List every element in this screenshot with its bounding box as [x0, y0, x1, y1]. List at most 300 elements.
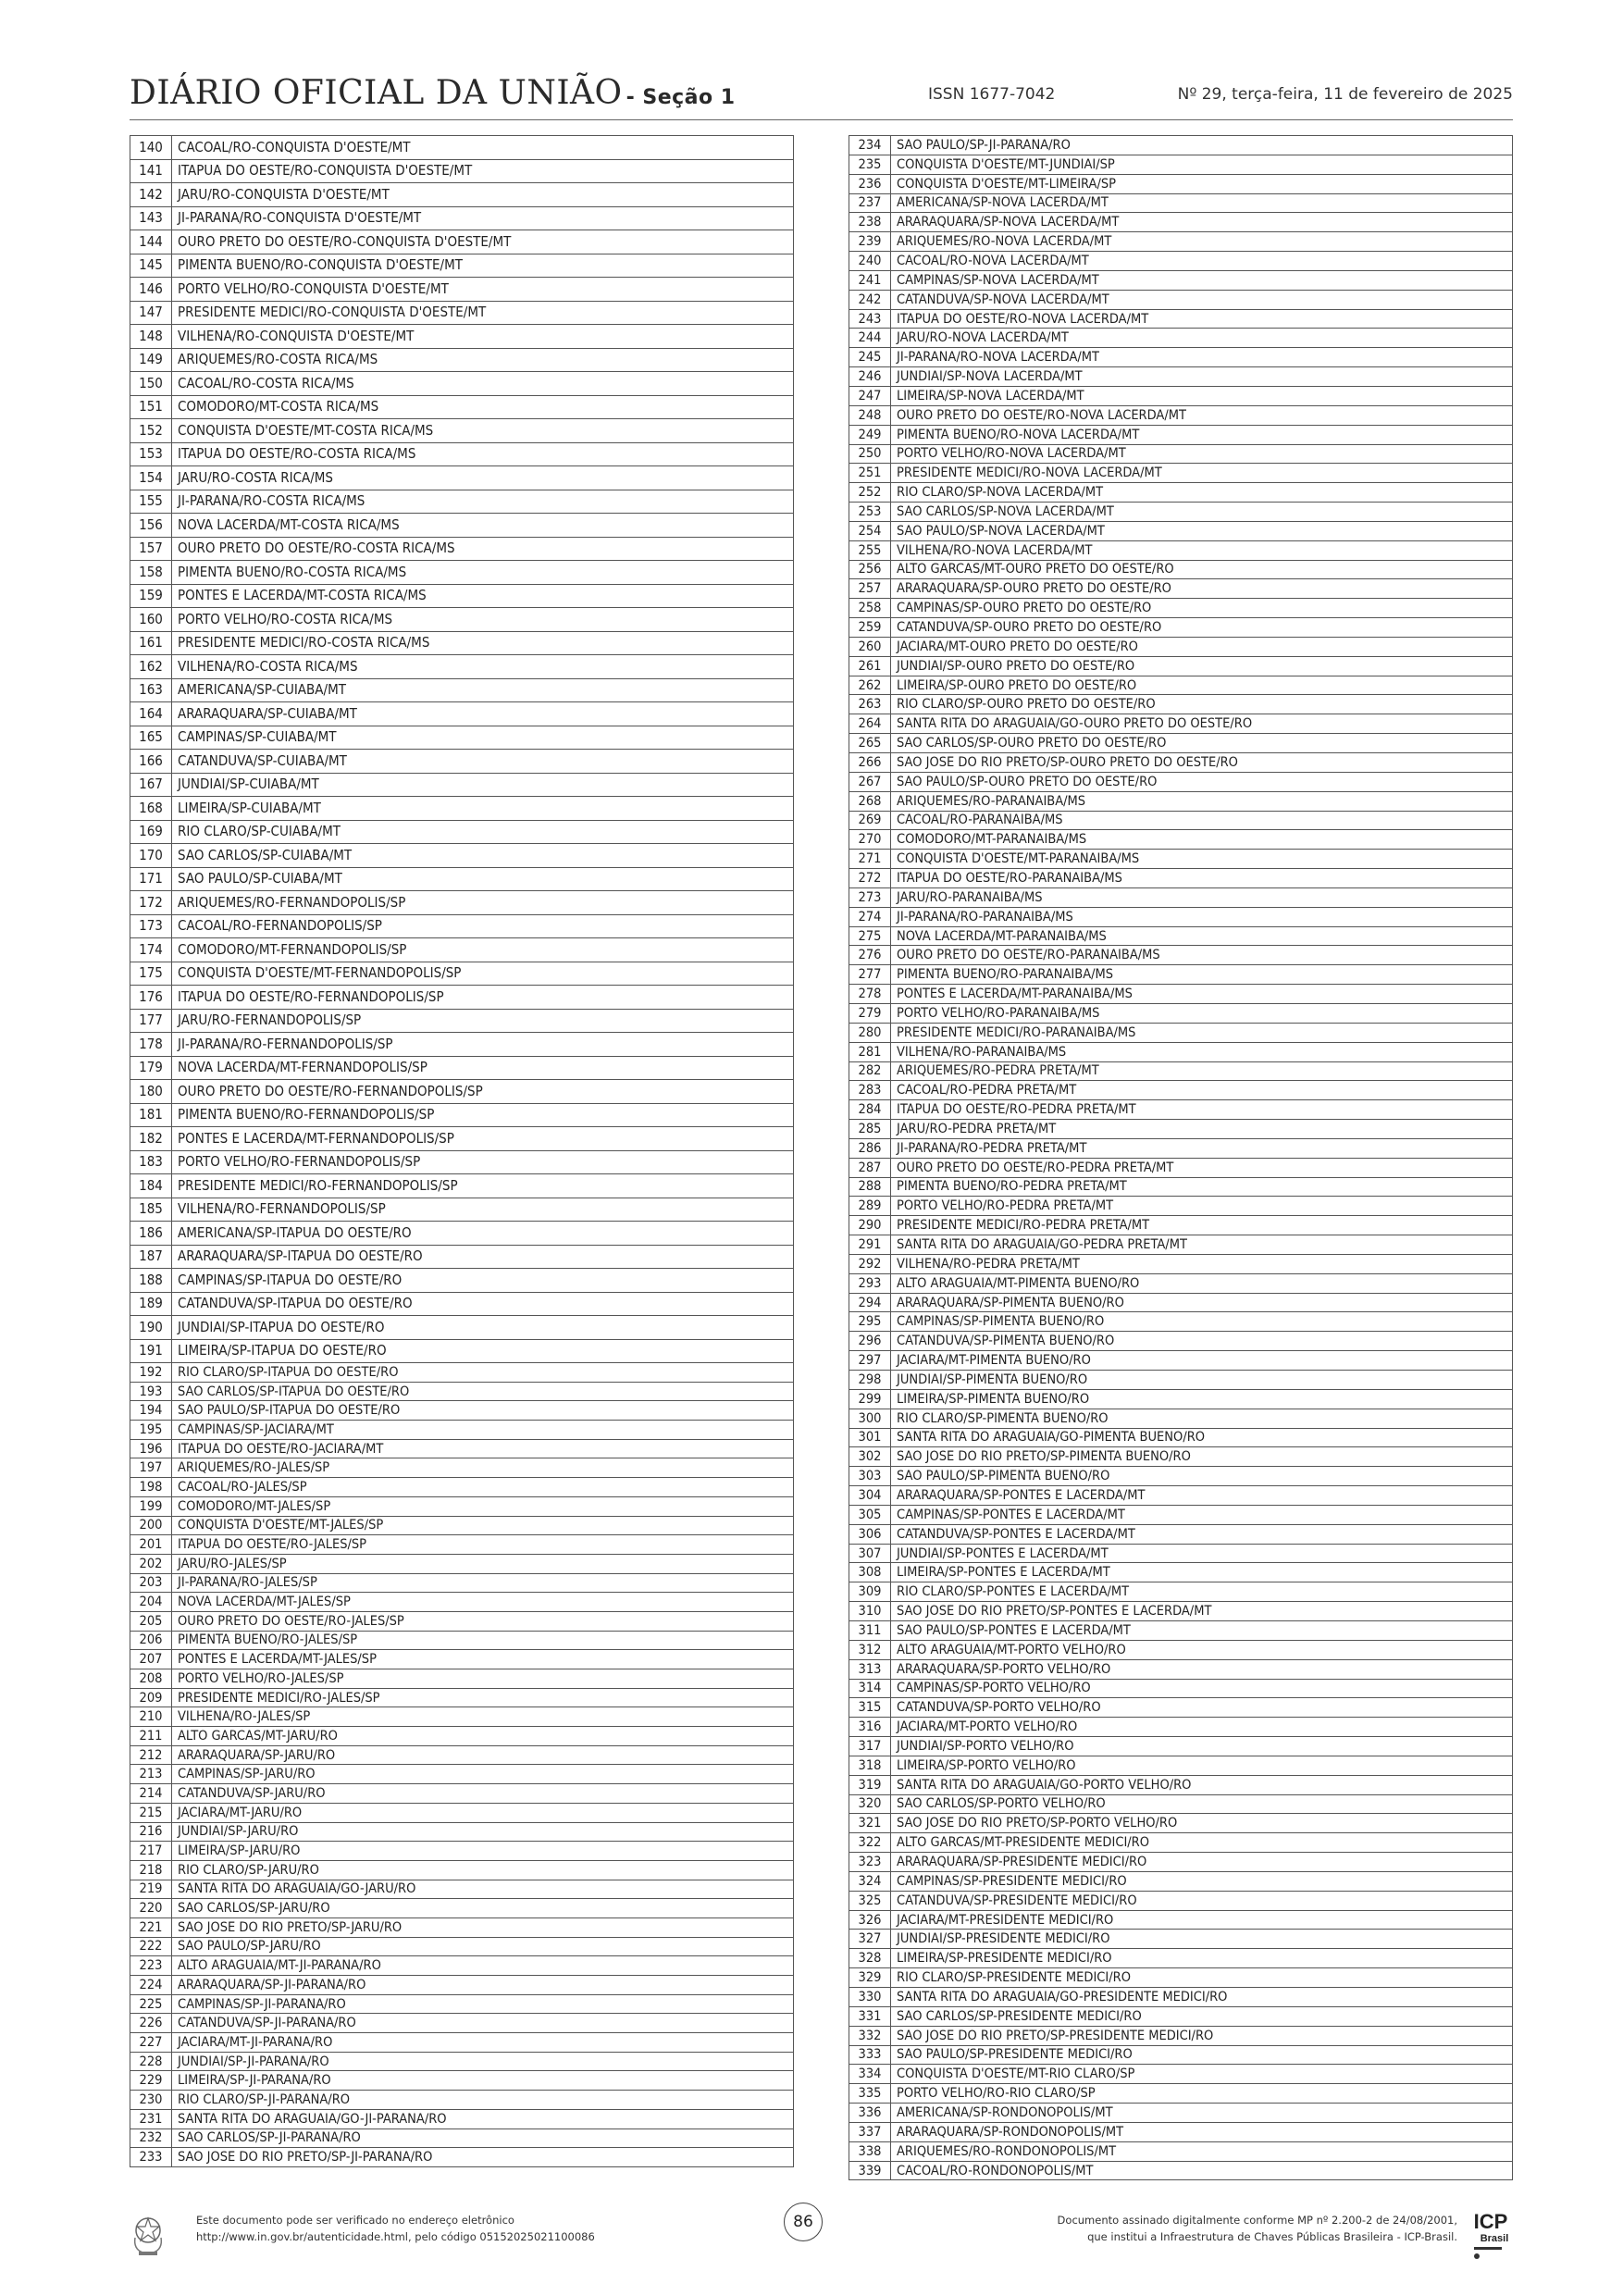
route-name: PIMENTA BUENO/RO-FERNANDOPOLIS/SP — [172, 1103, 794, 1127]
table-row — [849, 464, 1513, 483]
row-number: 177 — [130, 1009, 172, 1033]
route-name: JI-PARANA/RO-CONQUISTA D'OESTE/MT — [172, 206, 794, 230]
row-number: 167 — [130, 773, 172, 797]
row-number: 265 — [849, 734, 891, 753]
row-number: 213 — [130, 1765, 172, 1784]
row-number: 258 — [849, 599, 891, 618]
row-number: 323 — [849, 1853, 891, 1872]
row-number: 175 — [130, 962, 172, 986]
table-row — [849, 1254, 1513, 1273]
table-row — [130, 1363, 794, 1383]
table-row — [130, 1765, 794, 1784]
table-row — [130, 537, 794, 561]
row-number: 318 — [849, 1756, 891, 1775]
row-number: 184 — [130, 1174, 172, 1198]
route-name: JACIARA/MT-PORTO VELHO/RO — [891, 1718, 1513, 1737]
table-row — [849, 155, 1513, 174]
table-row — [130, 750, 794, 774]
table-row — [130, 1150, 794, 1174]
table-row — [130, 490, 794, 514]
row-number: 261 — [849, 656, 891, 676]
table-row — [849, 1447, 1513, 1467]
table-row — [130, 1784, 794, 1804]
route-name: CONQUISTA D'OESTE/MT-JALES/SP — [172, 1516, 794, 1535]
table-row — [849, 213, 1513, 232]
route-name: JARU/RO-PEDRA PRETA/MT — [891, 1120, 1513, 1139]
row-number: 173 — [130, 914, 172, 938]
table-row — [849, 1756, 1513, 1775]
table-row — [130, 395, 794, 419]
publication-title: DIÁRIO OFICIAL DA UNIÃO - Seção 1 — [130, 74, 736, 112]
route-name: PORTO VELHO/RO-NOVA LACERDA/MT — [891, 444, 1513, 464]
table-row — [130, 1803, 794, 1822]
route-name: ARIQUEMES/RO-PARANAIBA/MS — [891, 791, 1513, 811]
table-row — [130, 1103, 794, 1127]
route-name: ARARAQUARA/SP-OURO PRETO DO OESTE/RO — [891, 579, 1513, 599]
route-name: CAMPINAS/SP-PRESIDENTE MEDICI/RO — [891, 1871, 1513, 1891]
table-row — [130, 561, 794, 585]
row-number: 193 — [130, 1382, 172, 1401]
table-row — [130, 159, 794, 183]
table-row — [849, 1930, 1513, 1949]
route-name: CAMPINAS/SP-NOVA LACERDA/MT — [891, 270, 1513, 290]
table-row — [849, 2065, 1513, 2084]
row-number: 308 — [849, 1563, 891, 1582]
row-number: 168 — [130, 797, 172, 821]
table-row — [130, 938, 794, 962]
row-number: 312 — [849, 1640, 891, 1659]
row-number: 172 — [130, 891, 172, 915]
row-number: 159 — [130, 584, 172, 608]
table-row — [849, 1120, 1513, 1139]
table-row — [130, 301, 794, 325]
row-number: 253 — [849, 503, 891, 522]
route-name: SAO CARLOS/SP-JARU/RO — [172, 1899, 794, 1918]
row-number: 300 — [849, 1409, 891, 1428]
row-number: 240 — [849, 252, 891, 271]
route-name: PORTO VELHO/RO-CONQUISTA D'OESTE/MT — [172, 278, 794, 302]
row-number: 153 — [130, 442, 172, 466]
table-row — [130, 1292, 794, 1316]
row-number: 248 — [849, 405, 891, 425]
table-row — [130, 348, 794, 372]
row-number: 224 — [130, 1976, 172, 1995]
route-name: PORTO VELHO/RO-RIO CLARO/SP — [891, 2084, 1513, 2104]
row-number: 183 — [130, 1150, 172, 1174]
table-row — [130, 702, 794, 726]
table-row — [130, 1956, 794, 1976]
table-row — [849, 1814, 1513, 1833]
route-name: OURO PRETO DO OESTE/RO-COSTA RICA/MS — [172, 537, 794, 561]
table-row — [849, 1602, 1513, 1621]
row-number: 271 — [849, 850, 891, 869]
table-row — [849, 1486, 1513, 1506]
table-row — [849, 1177, 1513, 1197]
table-row — [130, 372, 794, 396]
table-row — [849, 348, 1513, 367]
row-number: 185 — [130, 1198, 172, 1222]
route-name: JARU/RO-NOVA LACERDA/MT — [891, 329, 1513, 348]
row-number: 286 — [849, 1138, 891, 1158]
route-name: PRESIDENTE MEDICI/RO-FERNANDOPOLIS/SP — [172, 1174, 794, 1198]
row-number: 207 — [130, 1650, 172, 1669]
route-name: ARARAQUARA/SP-JI-PARANA/RO — [172, 1976, 794, 1995]
route-name: CAMPINAS/SP-PIMENTA BUENO/RO — [891, 1312, 1513, 1332]
route-name: OURO PRETO DO OESTE/RO-FERNANDOPOLIS/SP — [172, 1080, 794, 1104]
route-name: RIO CLARO/SP-ITAPUA DO OESTE/RO — [172, 1363, 794, 1383]
route-name: SAO PAULO/SP-ITAPUA DO OESTE/RO — [172, 1401, 794, 1421]
row-number: 203 — [130, 1573, 172, 1593]
route-name: CACOAL/RO-RONDONOPOLIS/MT — [891, 2161, 1513, 2180]
table-row — [130, 1745, 794, 1765]
row-number: 227 — [130, 2033, 172, 2053]
route-name: CACOAL/RO-PARANAIBA/MS — [891, 811, 1513, 830]
route-name: CACOAL/RO-NOVA LACERDA/MT — [891, 252, 1513, 271]
section-label: - Seção 1 — [626, 86, 736, 109]
route-name: CONQUISTA D'OESTE/MT-JUNDIAI/SP — [891, 155, 1513, 174]
row-number: 310 — [849, 1602, 891, 1621]
row-number: 243 — [849, 309, 891, 329]
table-row — [849, 1409, 1513, 1428]
table-row — [130, 2091, 794, 2110]
route-name: SAO PAULO/SP-OURO PRETO DO OESTE/RO — [891, 772, 1513, 791]
route-table-left — [130, 135, 794, 2167]
route-name: ALTO ARAGUAIA/MT-JI-PARANA/RO — [172, 1956, 794, 1976]
row-number: 252 — [849, 483, 891, 503]
row-number: 260 — [849, 637, 891, 656]
route-name: ITAPUA DO OESTE/RO-NOVA LACERDA/MT — [891, 309, 1513, 329]
route-name: ALTO GARCAS/MT-JARU/RO — [172, 1727, 794, 1746]
route-name: JI-PARANA/RO-FERNANDOPOLIS/SP — [172, 1033, 794, 1057]
route-name: JI-PARANA/RO-JALES/SP — [172, 1573, 794, 1593]
route-name: CACOAL/RO-COSTA RICA/MS — [172, 372, 794, 396]
page-footer — [130, 2203, 1513, 2267]
table-row — [130, 1707, 794, 1727]
route-name: VILHENA/RO-COSTA RICA/MS — [172, 655, 794, 679]
route-name: ARIQUEMES/RO-RONDONOPOLIS/MT — [891, 2141, 1513, 2161]
row-number: 154 — [130, 466, 172, 490]
route-name: VILHENA/RO-PARANAIBA/MS — [891, 1042, 1513, 1061]
table-row — [849, 232, 1513, 252]
row-number: 339 — [849, 2161, 891, 2180]
row-number: 217 — [130, 1842, 172, 1861]
route-name: RIO CLARO/SP-JI-PARANA/RO — [172, 2091, 794, 2110]
route-name: CATANDUVA/SP-PIMENTA BUENO/RO — [891, 1332, 1513, 1351]
table-row — [849, 1620, 1513, 1640]
row-number: 221 — [130, 1917, 172, 1937]
table-row — [849, 985, 1513, 1004]
row-number: 206 — [130, 1631, 172, 1650]
row-number: 307 — [849, 1544, 891, 1563]
route-name: SAO JOSE DO RIO PRETO/SP-PRESIDENTE MEDICI/RO — [891, 2026, 1513, 2045]
table-row — [130, 1611, 794, 1631]
route-name: COMODORO/MT-FERNANDOPOLIS/SP — [172, 938, 794, 962]
table-row — [130, 2071, 794, 2091]
route-name: ARARAQUARA/SP-RONDONOPOLIS/MT — [891, 2122, 1513, 2141]
route-name: PIMENTA BUENO/RO-COSTA RICA/MS — [172, 561, 794, 585]
row-number: 257 — [849, 579, 891, 599]
table-row — [130, 1573, 794, 1593]
row-number: 268 — [849, 791, 891, 811]
row-number: 250 — [849, 444, 891, 464]
table-row — [849, 1351, 1513, 1371]
row-number: 181 — [130, 1103, 172, 1127]
table-row — [849, 1659, 1513, 1679]
route-name: CACOAL/RO-CONQUISTA D'OESTE/MT — [172, 136, 794, 160]
row-number: 275 — [849, 926, 891, 946]
route-name: ITAPUA DO OESTE/RO-COSTA RICA/MS — [172, 442, 794, 466]
route-name: CONQUISTA D'OESTE/MT-FERNANDOPOLIS/SP — [172, 962, 794, 986]
route-name: SANTA RITA DO ARAGUAIA/GO-PRESIDENTE MEDICI/RO — [891, 1988, 1513, 2007]
route-name: CAMPINAS/SP-OURO PRETO DO OESTE/RO — [891, 599, 1513, 618]
row-number: 332 — [849, 2026, 891, 2045]
table-row — [849, 1216, 1513, 1235]
row-number: 230 — [130, 2091, 172, 2110]
route-name: JUNDIAI/SP-CUIABA/MT — [172, 773, 794, 797]
row-number: 282 — [849, 1061, 891, 1081]
row-number: 279 — [849, 1003, 891, 1023]
row-number: 247 — [849, 386, 891, 405]
route-name: JI-PARANA/RO-PARANAIBA/MS — [891, 907, 1513, 926]
route-name: ARARAQUARA/SP-CUIABA/MT — [172, 702, 794, 726]
route-name: CAMPINAS/SP-PORTO VELHO/RO — [891, 1679, 1513, 1698]
table-row — [849, 252, 1513, 271]
row-number: 246 — [849, 367, 891, 387]
table-row — [130, 136, 794, 160]
row-number: 241 — [849, 270, 891, 290]
route-name: ITAPUA DO OESTE/RO-JACIARA/MT — [172, 1439, 794, 1458]
row-number: 327 — [849, 1930, 891, 1949]
table-row — [849, 1582, 1513, 1602]
table-row — [849, 946, 1513, 965]
row-number: 272 — [849, 869, 891, 888]
route-name: RIO CLARO/SP-PIMENTA BUENO/RO — [891, 1409, 1513, 1428]
table-row — [849, 791, 1513, 811]
row-number: 249 — [849, 425, 891, 444]
row-number: 262 — [849, 676, 891, 695]
route-name: SAO PAULO/SP-NOVA LACERDA/MT — [891, 521, 1513, 540]
table-row — [849, 599, 1513, 618]
table-row — [849, 2122, 1513, 2141]
row-number: 297 — [849, 1351, 891, 1371]
row-number: 157 — [130, 537, 172, 561]
row-number: 309 — [849, 1582, 891, 1602]
route-name: CATANDUVA/SP-NOVA LACERDA/MT — [891, 290, 1513, 309]
route-name: ALTO GARCAS/MT-OURO PRETO DO OESTE/RO — [891, 560, 1513, 579]
table-row — [849, 830, 1513, 850]
signature-note: Documento assinado digitalmente conforme MP nº 2.200-2 de 24/08/2001, — [1057, 2214, 1457, 2227]
route-name: PONTES E LACERDA/MT-PARANAIBA/MS — [891, 985, 1513, 1004]
row-number: 316 — [849, 1718, 891, 1737]
route-name: AMERICANA/SP-CUIABA/MT — [172, 678, 794, 702]
table-row — [130, 1842, 794, 1861]
row-number: 305 — [849, 1505, 891, 1524]
row-number: 186 — [130, 1222, 172, 1246]
table-row — [130, 655, 794, 679]
table-row — [849, 1332, 1513, 1351]
row-number: 299 — [849, 1389, 891, 1409]
table-row — [849, 540, 1513, 560]
row-number: 336 — [849, 2104, 891, 2123]
route-name: JI-PARANA/RO-NOVA LACERDA/MT — [891, 348, 1513, 367]
row-number: 335 — [849, 2084, 891, 2104]
route-name: ITAPUA DO OESTE/RO-CONQUISTA D'OESTE/MT — [172, 159, 794, 183]
route-name: ARIQUEMES/RO-COSTA RICA/MS — [172, 348, 794, 372]
route-name: JARU/RO-JALES/SP — [172, 1554, 794, 1573]
table-row — [130, 962, 794, 986]
table-row — [130, 1554, 794, 1573]
row-number: 244 — [849, 329, 891, 348]
route-name: JUNDIAI/SP-PRESIDENTE MEDICI/RO — [891, 1930, 1513, 1949]
row-number: 259 — [849, 618, 891, 638]
table-row — [130, 1669, 794, 1689]
table-row — [849, 1235, 1513, 1255]
route-name: CATANDUVA/SP-PRESIDENTE MEDICI/RO — [891, 1891, 1513, 1910]
row-number: 302 — [849, 1447, 891, 1467]
table-row — [849, 1949, 1513, 1968]
route-name: SAO JOSE DO RIO PRETO/SP-PONTES E LACERDA/MT — [891, 1602, 1513, 1621]
row-number: 301 — [849, 1428, 891, 1447]
route-name: PORTO VELHO/RO-JALES/SP — [172, 1669, 794, 1689]
table-row — [130, 844, 794, 868]
table-row — [849, 560, 1513, 579]
table-row — [849, 1428, 1513, 1447]
table-row — [130, 2033, 794, 2053]
row-number: 315 — [849, 1698, 891, 1718]
table-row — [130, 1994, 794, 2014]
table-row — [849, 2161, 1513, 2180]
row-number: 196 — [130, 1439, 172, 1458]
table-row — [849, 2045, 1513, 2065]
row-number: 222 — [130, 1937, 172, 1956]
row-number: 143 — [130, 206, 172, 230]
coat-of-arms-icon — [130, 2210, 167, 2258]
row-number: 329 — [849, 1968, 891, 1988]
route-name: SAO PAULO/SP-PRESIDENTE MEDICI/RO — [891, 2045, 1513, 2065]
route-name: CAMPINAS/SP-ITAPUA DO OESTE/RO — [172, 1269, 794, 1293]
table-row — [130, 514, 794, 538]
row-number: 284 — [849, 1100, 891, 1120]
table-row — [849, 1737, 1513, 1756]
table-row — [130, 1382, 794, 1401]
row-number: 188 — [130, 1269, 172, 1293]
route-name: JARU/RO-FERNANDOPOLIS/SP — [172, 1009, 794, 1033]
table-row — [849, 521, 1513, 540]
route-name: JUNDIAI/SP-PONTES E LACERDA/MT — [891, 1544, 1513, 1563]
row-number: 209 — [130, 1688, 172, 1707]
route-name: CAMPINAS/SP-JACIARA/MT — [172, 1421, 794, 1440]
row-number: 280 — [849, 1023, 891, 1042]
route-name: PRESIDENTE MEDICI/RO-JALES/SP — [172, 1688, 794, 1707]
table-row — [130, 442, 794, 466]
row-number: 331 — [849, 2006, 891, 2026]
table-row — [130, 1899, 794, 1918]
route-name: JUNDIAI/SP-PIMENTA BUENO/RO — [891, 1371, 1513, 1390]
table-row — [849, 2141, 1513, 2161]
route-name: PIMENTA BUENO/RO-NOVA LACERDA/MT — [891, 425, 1513, 444]
table-row — [849, 1833, 1513, 1853]
row-number: 191 — [130, 1339, 172, 1363]
row-number: 229 — [130, 2071, 172, 2091]
table-row — [849, 1544, 1513, 1563]
route-name: CATANDUVA/SP-OURO PRETO DO OESTE/RO — [891, 618, 1513, 638]
table-row — [849, 2026, 1513, 2045]
route-name: PORTO VELHO/RO-PEDRA PRETA/MT — [891, 1197, 1513, 1216]
row-number: 311 — [849, 1620, 891, 1640]
table-row — [849, 1505, 1513, 1524]
table-row — [130, 1860, 794, 1880]
row-number: 293 — [849, 1273, 891, 1293]
table-row — [130, 1822, 794, 1842]
route-name: PIMENTA BUENO/RO-PEDRA PRETA/MT — [891, 1177, 1513, 1197]
route-name: CAMPINAS/SP-CUIABA/MT — [172, 726, 794, 750]
table-row — [849, 656, 1513, 676]
table-row — [849, 1718, 1513, 1737]
row-number: 162 — [130, 655, 172, 679]
row-number: 199 — [130, 1496, 172, 1516]
row-number: 322 — [849, 1833, 891, 1853]
table-row — [849, 444, 1513, 464]
route-name: AMERICANA/SP-NOVA LACERDA/MT — [891, 193, 1513, 213]
table-row — [849, 887, 1513, 907]
route-name: OURO PRETO DO OESTE/RO-CONQUISTA D'OESTE/MT — [172, 230, 794, 254]
route-table-right — [849, 135, 1513, 2180]
table-row — [130, 1727, 794, 1746]
row-number: 283 — [849, 1081, 891, 1100]
route-name: ARARAQUARA/SP-PRESIDENTE MEDICI/RO — [891, 1853, 1513, 1872]
row-number: 148 — [130, 325, 172, 349]
row-number: 201 — [130, 1535, 172, 1555]
table-row — [130, 631, 794, 655]
route-name: SAO JOSE DO RIO PRETO/SP-JARU/RO — [172, 1917, 794, 1937]
route-name: SAO PAULO/SP-PIMENTA BUENO/RO — [891, 1467, 1513, 1486]
row-number: 277 — [849, 965, 891, 985]
route-name: CATANDUVA/SP-CUIABA/MT — [172, 750, 794, 774]
row-number: 264 — [849, 714, 891, 734]
route-name: ARARAQUARA/SP-JARU/RO — [172, 1745, 794, 1765]
route-name: VILHENA/RO-CONQUISTA D'OESTE/MT — [172, 325, 794, 349]
table-row — [849, 2104, 1513, 2123]
table-row — [130, 1316, 794, 1340]
row-number: 180 — [130, 1080, 172, 1104]
row-number: 179 — [130, 1056, 172, 1080]
route-name: ARIQUEMES/RO-PEDRA PRETA/MT — [891, 1061, 1513, 1081]
table-row — [130, 183, 794, 207]
verification-link[interactable]: http://www.in.gov.br/autenticidade.html, pelo código 05152025021100086 — [196, 2230, 595, 2243]
table-row — [130, 1198, 794, 1222]
table-row — [849, 618, 1513, 638]
route-name: CONQUISTA D'OESTE/MT-LIMEIRA/SP — [891, 174, 1513, 193]
row-number: 269 — [849, 811, 891, 830]
table-row — [130, 1056, 794, 1080]
table-row — [849, 329, 1513, 348]
table-row — [130, 1009, 794, 1033]
route-name: SAO CARLOS/SP-NOVA LACERDA/MT — [891, 503, 1513, 522]
row-number: 210 — [130, 1707, 172, 1727]
route-name: SAO CARLOS/SP-JI-PARANA/RO — [172, 2128, 794, 2148]
table-row — [130, 891, 794, 915]
route-name: NOVA LACERDA/MT-PARANAIBA/MS — [891, 926, 1513, 946]
route-name: PONTES E LACERDA/MT-JALES/SP — [172, 1650, 794, 1669]
table-row — [849, 695, 1513, 714]
route-name: OURO PRETO DO OESTE/RO-JALES/SP — [172, 1611, 794, 1631]
row-number: 254 — [849, 521, 891, 540]
table-row — [849, 1853, 1513, 1872]
row-number: 267 — [849, 772, 891, 791]
route-name: VILHENA/RO-PEDRA PRETA/MT — [891, 1254, 1513, 1273]
table-row — [130, 2148, 794, 2167]
row-number: 233 — [130, 2148, 172, 2167]
